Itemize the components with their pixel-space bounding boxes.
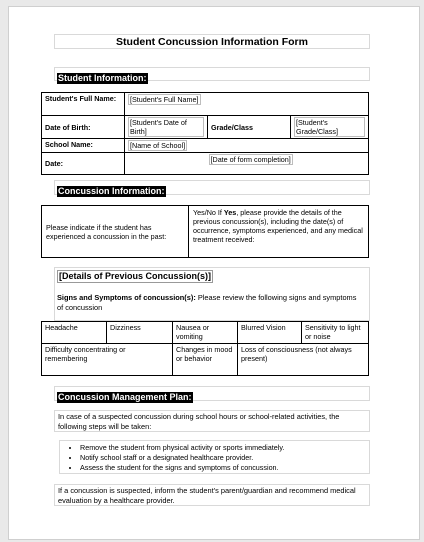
school-value[interactable]: [Name of School] (130, 141, 186, 150)
symptom-cell: Changes in mood or behavior (173, 344, 238, 376)
history-answer[interactable] (189, 206, 369, 258)
date-label: Date: (42, 153, 125, 175)
answer-prefix: Yes/No If (193, 208, 224, 217)
symptoms-intro (57, 293, 357, 313)
symptoms-bold: Signs and Symptoms of concussion(s): (57, 293, 196, 302)
plan-step: • Notify school staff or a designated healthcare provider. (80, 453, 369, 463)
symptom-cell: Sensitivity to light or noise (302, 322, 369, 344)
symptom-cell: Dizziness (107, 322, 173, 344)
student-info-heading-box (54, 67, 370, 81)
full-name-field[interactable] (125, 93, 369, 116)
symptom-cell: Loss of consciousness (not always present) (238, 344, 369, 376)
full-name-value[interactable]: [Student's Full Name] (130, 95, 199, 104)
previous-concussion-box (54, 267, 370, 321)
plan-step: • Remove the student from physical activity or sports immediately. (80, 443, 369, 453)
document-page (8, 6, 420, 540)
history-question: Please indicate if the student has experienced a concussion in the past: (42, 206, 189, 258)
dob-value[interactable]: [Student's Date of Birth] (128, 117, 204, 137)
answer-rest: , please provide the details of the previous concussion(s), including the date(s) of occurrence, symptoms experienced, and any medical treatment received: (193, 208, 363, 244)
plan-heading: Concussion Management Plan: (58, 392, 192, 402)
dob-field[interactable] (125, 116, 208, 139)
answer-yes: Yes (223, 208, 237, 217)
concussion-info-heading: Concussion Information: (58, 186, 165, 196)
form-title: Student Concussion Information Form (54, 34, 370, 49)
previous-heading: [Details of Previous Concussion(s)] (59, 271, 212, 281)
symptoms-table (41, 321, 369, 376)
date-field[interactable] (210, 153, 369, 175)
concussion-history-table (41, 205, 369, 258)
symptom-cell: Blurred Vision (238, 322, 302, 344)
plan-closing: If a concussion is suspected, inform the student's parent/guardian and recommend medical evaluation by a healthcare provider. (54, 484, 370, 506)
plan-steps-list (60, 443, 369, 473)
grade-field[interactable] (291, 116, 369, 139)
date-value[interactable]: [Date of form completion] (210, 155, 291, 164)
student-info-table (41, 92, 369, 175)
student-info-heading: Student Information: (58, 73, 147, 83)
plan-intro: In case of a suspected concussion during school hours or school-related activities, the following steps will be taken: (54, 410, 370, 432)
plan-step: • Assess the student for the signs and symptoms of concussion. (80, 463, 369, 473)
grade-value[interactable]: [Student's Grade/Class] (294, 117, 365, 137)
symptom-cell: Headache (42, 322, 107, 344)
plan-steps-box (59, 440, 370, 474)
plan-heading-box (54, 386, 370, 401)
symptom-cell: Difficulty concentrating or remembering (42, 344, 173, 376)
concussion-info-heading-box (54, 180, 370, 195)
symptom-cell: Nausea or vomiting (173, 322, 238, 344)
grade-label: Grade/Class (208, 116, 291, 139)
full-name-label: Student's Full Name: (42, 93, 125, 116)
symptoms-text: Please review the following signs and symptoms of concussion (57, 293, 357, 312)
school-field[interactable] (125, 139, 369, 153)
school-label: School Name: (42, 139, 125, 153)
dob-label: Date of Birth: (42, 116, 125, 139)
